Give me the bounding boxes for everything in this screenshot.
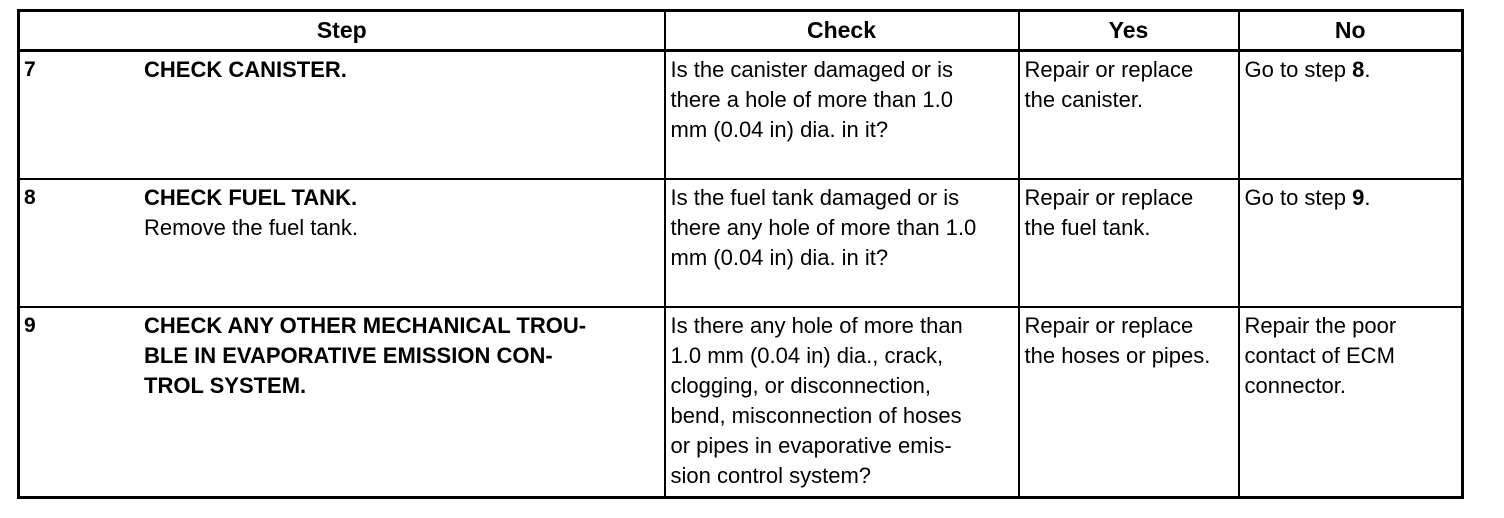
no-line: Repair the poor — [1244, 313, 1397, 338]
header-check: Check — [665, 11, 1019, 51]
header-row — [19, 11, 1463, 51]
check-line: sion control system? — [670, 463, 872, 488]
header-yes: Yes — [1019, 11, 1239, 51]
check-cell — [665, 179, 1019, 307]
check-line: mm (0.04 in) dia. in it? — [670, 117, 889, 142]
yes-line: the fuel tank. — [1024, 215, 1151, 240]
no-suffix: . — [1364, 185, 1371, 210]
table-row — [19, 51, 1463, 180]
yes-cell — [1019, 307, 1239, 498]
step-cell — [19, 179, 665, 307]
no-suffix: . — [1364, 57, 1371, 82]
check-line: Is there any hole of more than — [670, 313, 963, 338]
diagnostic-table — [17, 9, 1464, 499]
step-cell — [19, 51, 665, 180]
step-cell — [19, 307, 665, 498]
yes-line: Repair or replace — [1024, 185, 1194, 210]
yes-line: Repair or replace — [1024, 57, 1194, 82]
yes-cell — [1019, 179, 1239, 307]
check-cell — [665, 307, 1019, 498]
check-line: or pipes in evaporative emis- — [670, 433, 952, 458]
step-title: CHECK CANISTER. — [144, 57, 347, 82]
no-cell — [1239, 179, 1463, 307]
step-title-line: BLE IN EVAPORATIVE EMISSION CON- — [144, 343, 553, 368]
check-line: bend, misconnection of hoses — [670, 403, 962, 428]
header-step: Step — [19, 11, 665, 51]
no-cell — [1239, 307, 1463, 498]
header-no: No — [1239, 11, 1463, 51]
check-line: Is the canister damaged or is — [670, 57, 953, 82]
check-line: mm (0.04 in) dia. in it? — [670, 245, 889, 270]
step-title-line: CHECK ANY OTHER MECHANICAL TROU- — [144, 313, 587, 338]
step-title-line: TROL SYSTEM. — [144, 373, 307, 398]
yes-line: the canister. — [1024, 87, 1144, 112]
yes-line: the hoses or pipes. — [1024, 343, 1211, 368]
check-line: there a hole of more than 1.0 — [670, 87, 954, 112]
check-line: 1.0 mm (0.04 in) dia., crack, — [670, 343, 944, 368]
check-line: there any hole of more than 1.0 — [670, 215, 977, 240]
table-row — [19, 179, 1463, 307]
table-row — [19, 307, 1463, 498]
check-line: Is the fuel tank damaged or is — [670, 185, 960, 210]
step-number: 7 — [24, 58, 36, 81]
check-cell — [665, 51, 1019, 180]
no-step-number: 8 — [1352, 57, 1365, 82]
yes-cell — [1019, 51, 1239, 180]
step-number: 8 — [24, 186, 36, 209]
no-line: contact of ECM — [1244, 343, 1395, 368]
step-number: 9 — [24, 314, 36, 337]
check-line: clogging, or disconnection, — [670, 373, 931, 398]
no-line: connector. — [1244, 373, 1347, 398]
step-title: CHECK FUEL TANK. — [144, 185, 358, 210]
no-prefix: Go to step — [1244, 185, 1353, 210]
no-prefix: Go to step — [1244, 57, 1353, 82]
yes-line: Repair or replace — [1024, 313, 1194, 338]
step-detail: Remove the fuel tank. — [144, 215, 359, 240]
no-step-number: 9 — [1352, 185, 1365, 210]
no-cell — [1239, 51, 1463, 180]
